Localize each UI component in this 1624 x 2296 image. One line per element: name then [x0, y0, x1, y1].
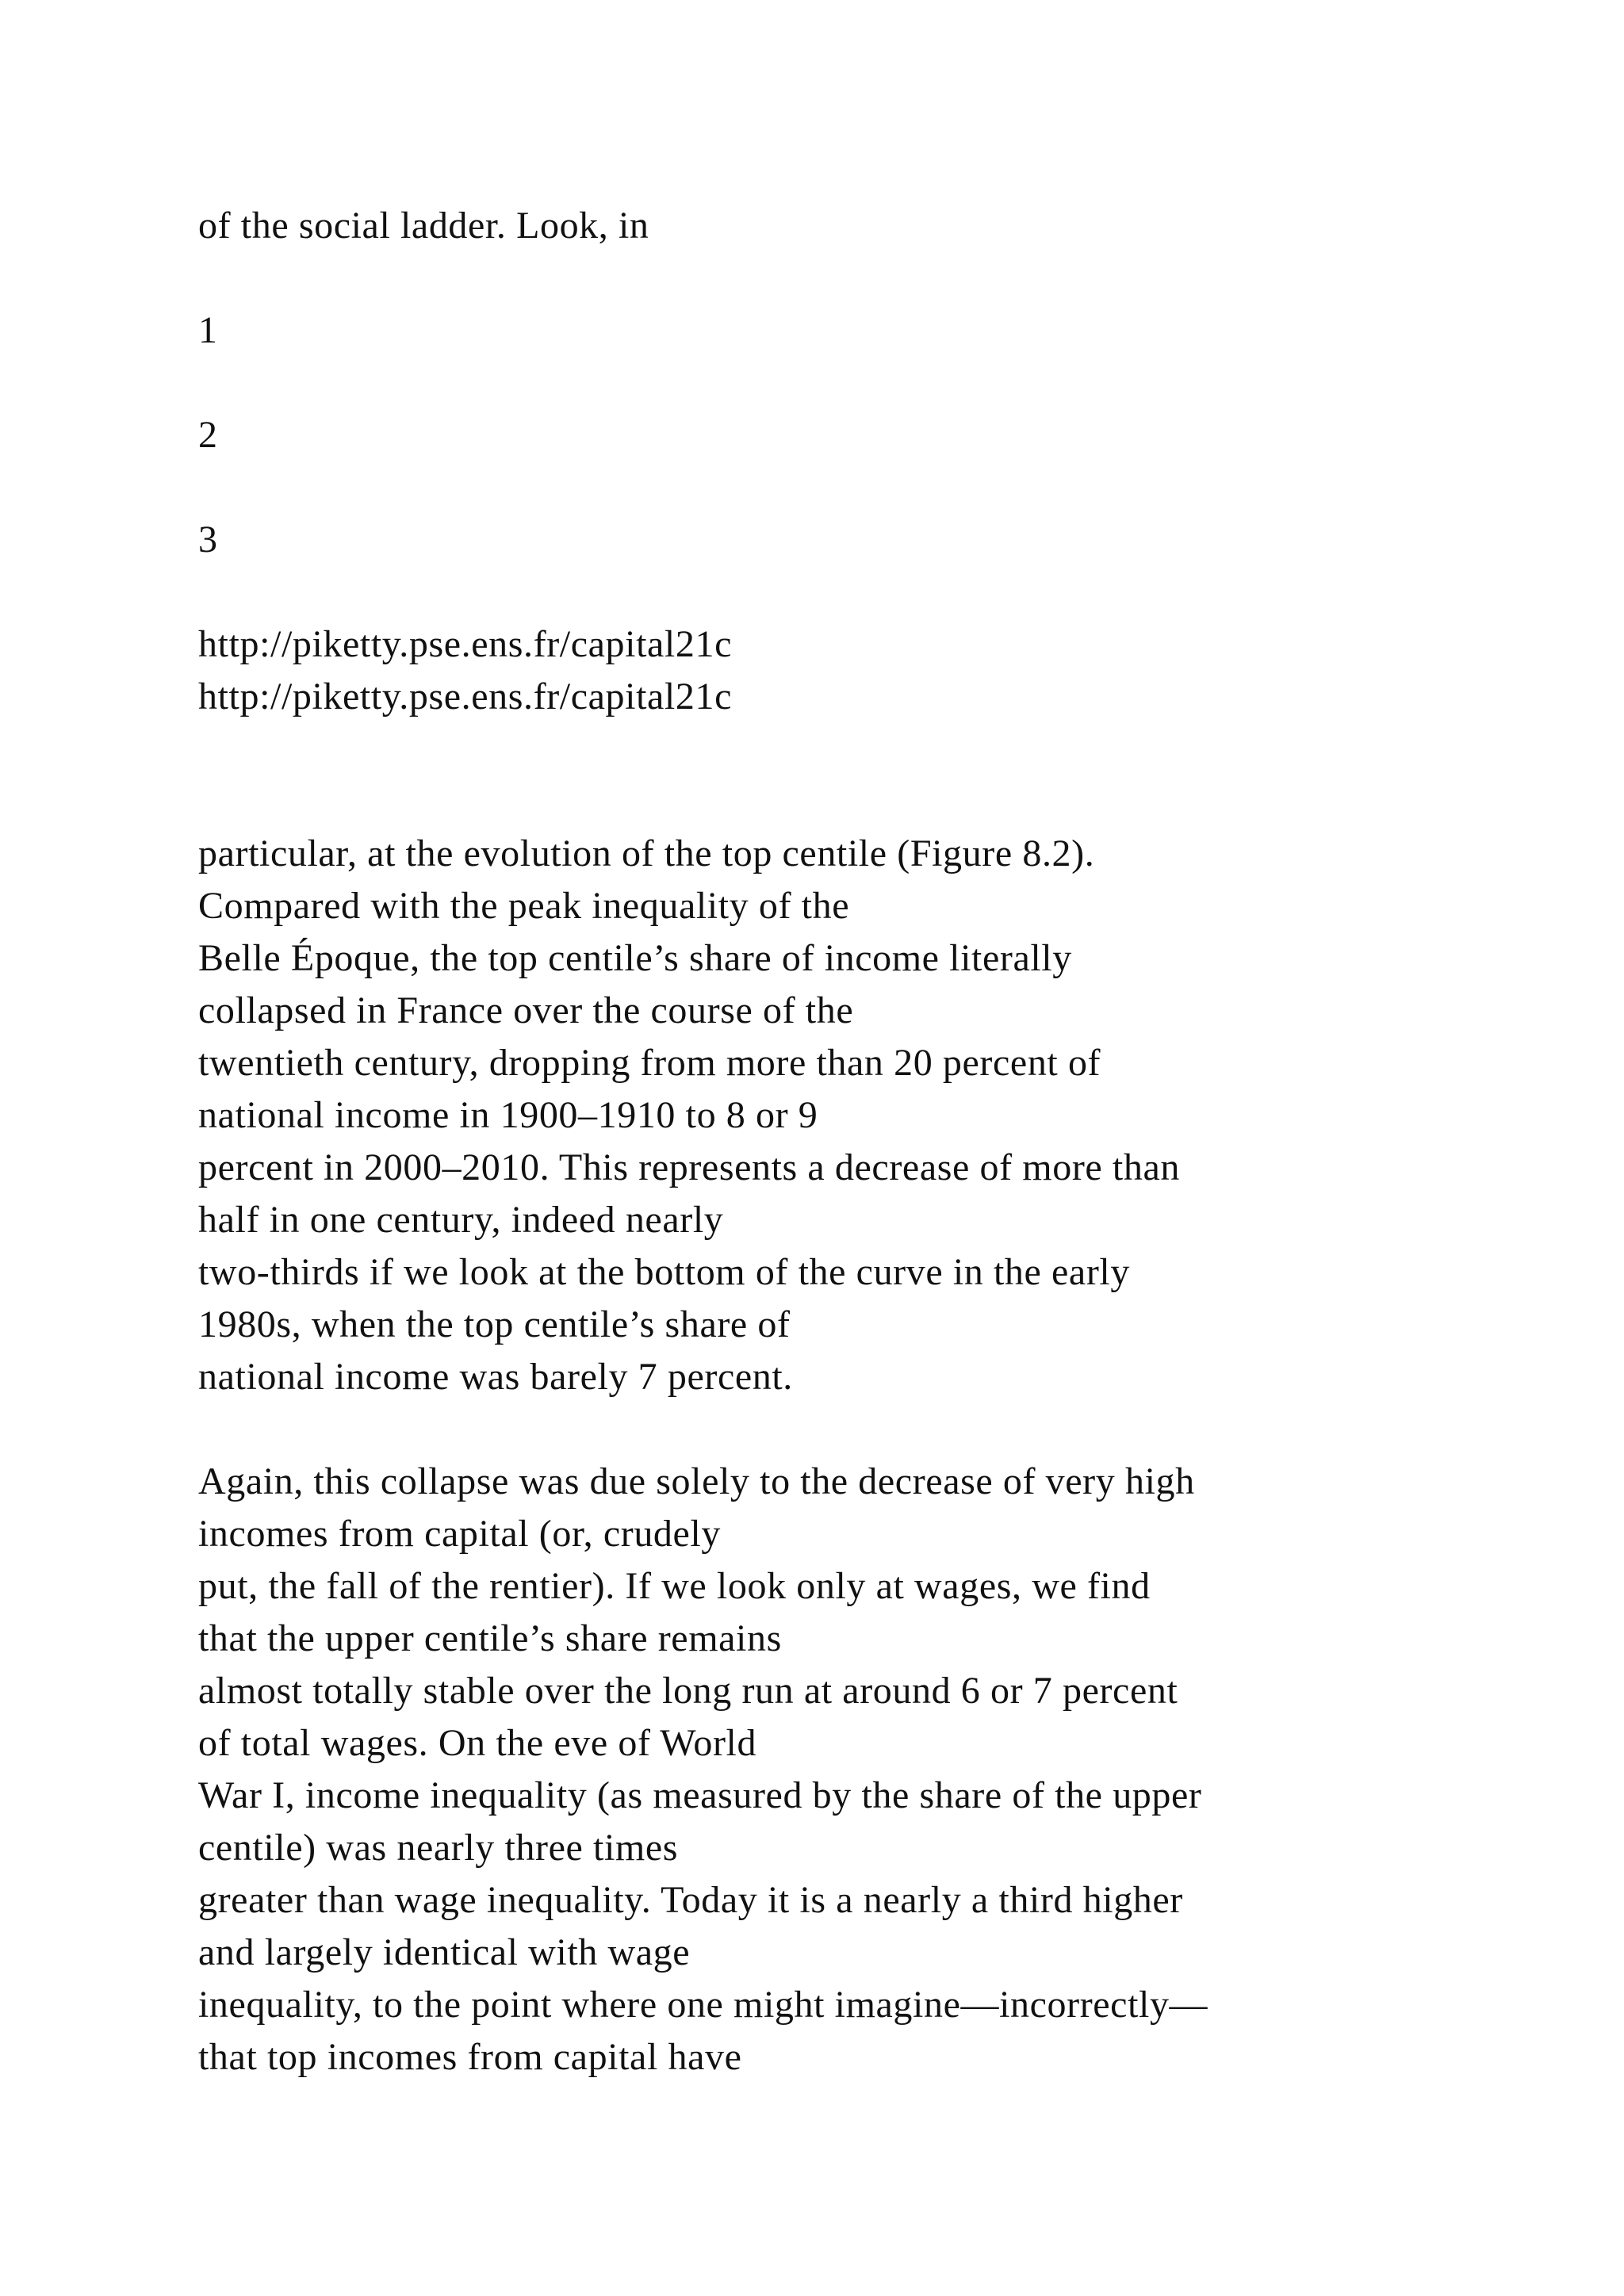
paragraph-1-line-9: two-thirds if we look at the bottom of the curve in the early [198, 1251, 1130, 1293]
url-line-2: http://piketty.pse.ens.fr/capital21c [198, 675, 732, 718]
note-number-1: 1 [198, 309, 218, 351]
paragraph-2-line-10: and largely identical with wage [198, 1931, 691, 1973]
paragraph-1-line-11: national income was barely 7 percent. [198, 1356, 793, 1398]
paragraph-2-line-2: incomes from capital (or, crudely [198, 1513, 721, 1555]
paragraph-2-line-7: War I, income inequality (as measured by the share of the upper [198, 1774, 1202, 1816]
note-number-2: 2 [198, 414, 218, 456]
paragraph-1-line-7: percent in 2000–2010. This represents a decrease of more than [198, 1146, 1180, 1188]
paragraph-2-line-5: almost totally stable over the long run at around 6 or 7 percent [198, 1670, 1178, 1712]
paragraph-1-line-4: collapsed in France over the course of the [198, 989, 854, 1031]
note-number-3: 3 [198, 519, 218, 561]
paragraph-2-line-6: of total wages. On the eve of World [198, 1722, 757, 1764]
paragraph-2-line-8: centile) was nearly three times [198, 1827, 679, 1869]
paragraph-1-line-2: Compared with the peak inequality of the [198, 885, 850, 927]
paragraph-1-line-5: twentieth century, dropping from more than 20 percent of [198, 1042, 1101, 1084]
paragraph-2-line-11: inequality, to the point where one might imagine—incorrectly— [198, 1984, 1208, 2026]
paragraph-2-line-3: put, the fall of the rentier). If we look only at wages, we find [198, 1565, 1151, 1607]
paragraph-1-line-6: national income in 1900–1910 to 8 or 9 [198, 1094, 818, 1136]
paragraph-2-line-1: Again, this collapse was due solely to the decrease of very high [198, 1460, 1195, 1502]
url-line-1: http://piketty.pse.ens.fr/capital21c [198, 623, 732, 665]
paragraph-2-line-4: that the upper centile’s share remains [198, 1617, 782, 1659]
paragraph-1-line-3: Belle Époque, the top centile’s share of income literally [198, 937, 1072, 979]
paragraph-1-line-8: half in one century, indeed nearly [198, 1199, 724, 1241]
paragraph-1-line-1: particular, at the evolution of the top centile (Figure 8.2). [198, 832, 1095, 874]
paragraph-2-line-12: that top incomes from capital have [198, 2036, 742, 2078]
intro-line: of the social ladder. Look, in [198, 205, 649, 247]
paragraph-1-line-10: 1980s, when the top centile’s share of [198, 1303, 791, 1345]
paragraph-2-line-9: greater than wage inequality. Today it is a nearly a third higher [198, 1879, 1183, 1921]
